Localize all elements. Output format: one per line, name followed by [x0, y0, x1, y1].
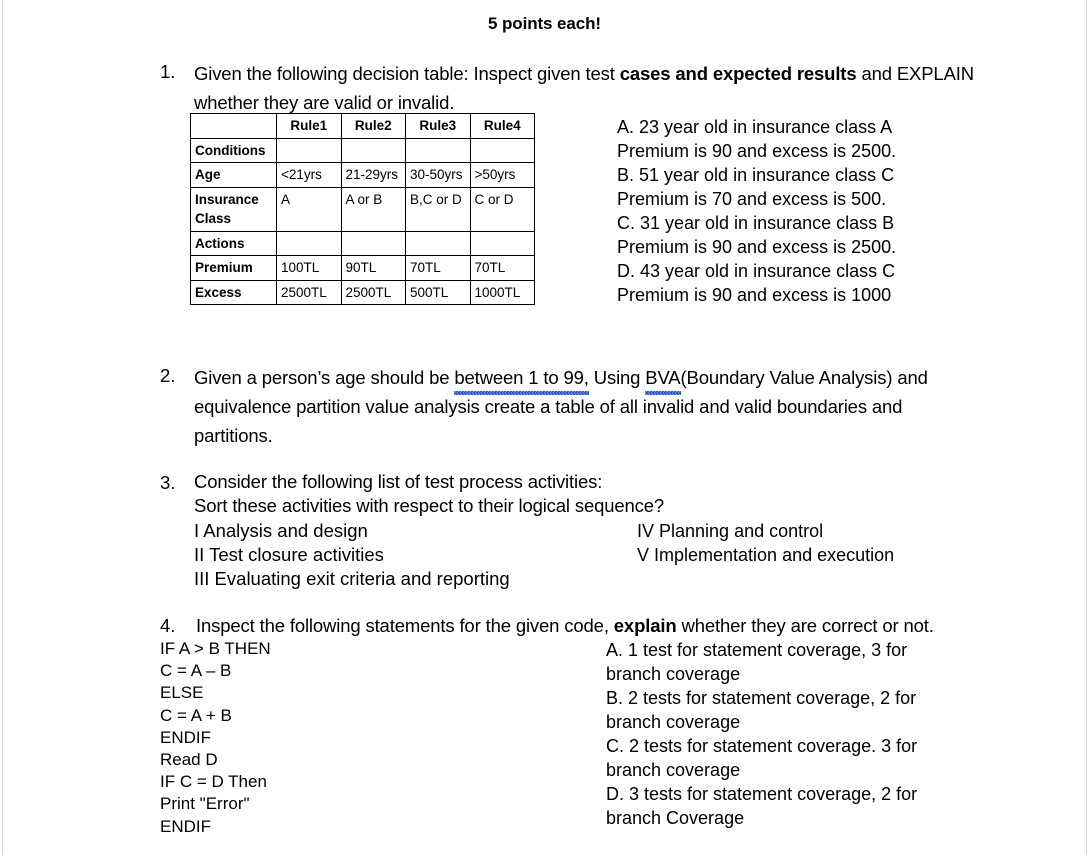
question-4-text-a: Inspect the following statements for the given code,: [196, 615, 614, 636]
question-4-options: [606, 638, 917, 830]
option-line: Premium is 90 and excess is 1000: [617, 285, 892, 305]
table-row: [191, 163, 535, 188]
question-2-text-b: Using: [588, 367, 646, 388]
code-line: Read D: [160, 750, 218, 770]
code-line: C = A – B: [160, 661, 232, 681]
activity-item: III Evaluating exit criteria and reporting: [194, 568, 510, 589]
question-1-text-b: and EXPLAIN: [856, 63, 974, 84]
cell: 70TL: [406, 256, 471, 281]
question-4-number: 4.: [160, 615, 176, 636]
question-1-text-bold: cases and expected results: [619, 63, 857, 84]
table-col-rule1: Rule1: [277, 114, 342, 139]
cell: A or B: [341, 187, 406, 231]
cell: [277, 138, 342, 163]
cell: <21yrs: [277, 163, 342, 188]
table-col-rule4: Rule4: [470, 114, 535, 139]
option-line: C. 2 tests for statement coverage. 3 for: [606, 736, 918, 756]
option-line: B. 2 tests for statement coverage, 2 for: [606, 688, 917, 708]
question-4-line-1: [196, 614, 934, 638]
cell: 90TL: [341, 256, 406, 281]
question-3-line-2: Sort these activities with respect to their logical sequence?: [194, 495, 665, 516]
question-2-line-1: [194, 363, 928, 392]
row-label-actions: Actions: [191, 231, 277, 256]
cell: [470, 138, 535, 163]
option-line: branch coverage: [606, 760, 741, 780]
question-3-body: [194, 470, 664, 518]
question-2-body: [194, 363, 928, 450]
question-4-text-bold: explain: [613, 615, 677, 636]
question-3-right-column: [637, 519, 894, 567]
question-2-text-c: (Boundary Value Analysis) and: [680, 367, 928, 388]
question-1-line-1: [194, 59, 974, 88]
option-line: Premium is 90 and excess is 2500.: [617, 141, 897, 161]
code-line: Print "Error": [160, 794, 250, 814]
page-title: 5 points each!: [488, 14, 601, 33]
question-1-text-a: Given the following decision table: Inspect given test: [194, 63, 620, 84]
question-2-text-a: Given a person’s age should be: [194, 367, 455, 388]
question-4-body: [196, 614, 934, 638]
cell: 30-50yrs: [406, 163, 471, 188]
activity-item: I Analysis and design: [194, 520, 368, 541]
option-line: Premium is 90 and excess is 2500.: [617, 237, 897, 257]
spelling-flag-bva: BVA: [645, 363, 680, 392]
cell: [406, 231, 471, 256]
option-line: B. 51 year old in insurance class C: [617, 165, 895, 185]
activity-item: II Test closure activities: [194, 544, 384, 565]
row-label-conditions: Conditions: [191, 138, 277, 163]
cell: [406, 138, 471, 163]
table-row: [191, 256, 535, 281]
question-3-number: 3.: [160, 472, 176, 493]
option-line: A. 23 year old in insurance class A: [617, 117, 893, 137]
question-2-number: 2.: [160, 365, 176, 386]
cell: A: [277, 187, 342, 231]
option-line: D. 43 year old in insurance class C: [617, 261, 896, 281]
question-4-code-block: [160, 638, 271, 838]
activity-item: V Implementation and execution: [637, 545, 895, 565]
option-line: C. 31 year old in insurance class B: [617, 213, 895, 233]
cell: 2500TL: [341, 280, 406, 305]
question-2-line-2: equivalence partition value analysis create a table of all invalid and valid boundaries and: [194, 396, 903, 417]
row-label-insurance-class: Insurance Class: [191, 187, 277, 231]
option-line: D. 3 tests for statement coverage, 2 for: [606, 784, 918, 804]
cell: [341, 138, 406, 163]
activity-item: IV Planning and control: [637, 521, 824, 541]
table-col-rule2: Rule2: [341, 114, 406, 139]
table-header-row: [191, 114, 535, 139]
cell: 2500TL: [277, 280, 342, 305]
cell: 500TL: [406, 280, 471, 305]
cell: 70TL: [470, 256, 535, 281]
cell: >50yrs: [470, 163, 535, 188]
option-line: A. 1 test for statement coverage, 3 for: [606, 640, 908, 660]
code-line: C = A + B: [160, 705, 232, 725]
cell: 1000TL: [470, 280, 535, 305]
table-row: [191, 231, 535, 256]
code-line: IF A > B THEN: [160, 639, 271, 658]
row-label-premium: Premium: [191, 256, 277, 281]
decision-table: [190, 113, 535, 305]
question-1-line-2: whether they are valid or invalid.: [194, 92, 455, 113]
code-line: IF C = D Then: [160, 772, 267, 792]
question-3-line-1: Consider the following list of test process activities:: [194, 471, 603, 492]
grammar-flag-phrase: between 1 to 99,: [454, 363, 588, 392]
code-line: ENDIF: [160, 727, 211, 747]
cell: 100TL: [277, 256, 342, 281]
cell: [277, 231, 342, 256]
table-corner-cell: [191, 114, 277, 139]
table-row: [191, 187, 535, 231]
question-3-left-column: [194, 519, 510, 591]
table-row: [191, 280, 535, 305]
question-1-number: 1.: [160, 61, 176, 82]
row-label-age: Age: [191, 163, 277, 188]
option-line: branch Coverage: [606, 808, 745, 828]
question-1-options: [617, 115, 896, 307]
cell: B,C or D: [406, 187, 471, 231]
cell: [470, 231, 535, 256]
cell: C or D: [470, 187, 535, 231]
question-4-text-b: whether they are correct or not.: [676, 615, 934, 636]
table-row: [191, 138, 535, 163]
question-2-line-3: partitions.: [194, 425, 273, 446]
option-line: branch coverage: [606, 712, 741, 732]
table-col-rule3: Rule3: [406, 114, 471, 139]
cell: 21-29yrs: [341, 163, 406, 188]
code-line: ELSE: [160, 683, 204, 703]
option-line: branch coverage: [606, 664, 741, 684]
cell: [341, 231, 406, 256]
code-line: ENDIF: [160, 816, 211, 836]
row-label-excess: Excess: [191, 280, 277, 305]
question-1-body: [194, 59, 974, 117]
option-line: Premium is 70 and excess is 500.: [617, 189, 887, 209]
